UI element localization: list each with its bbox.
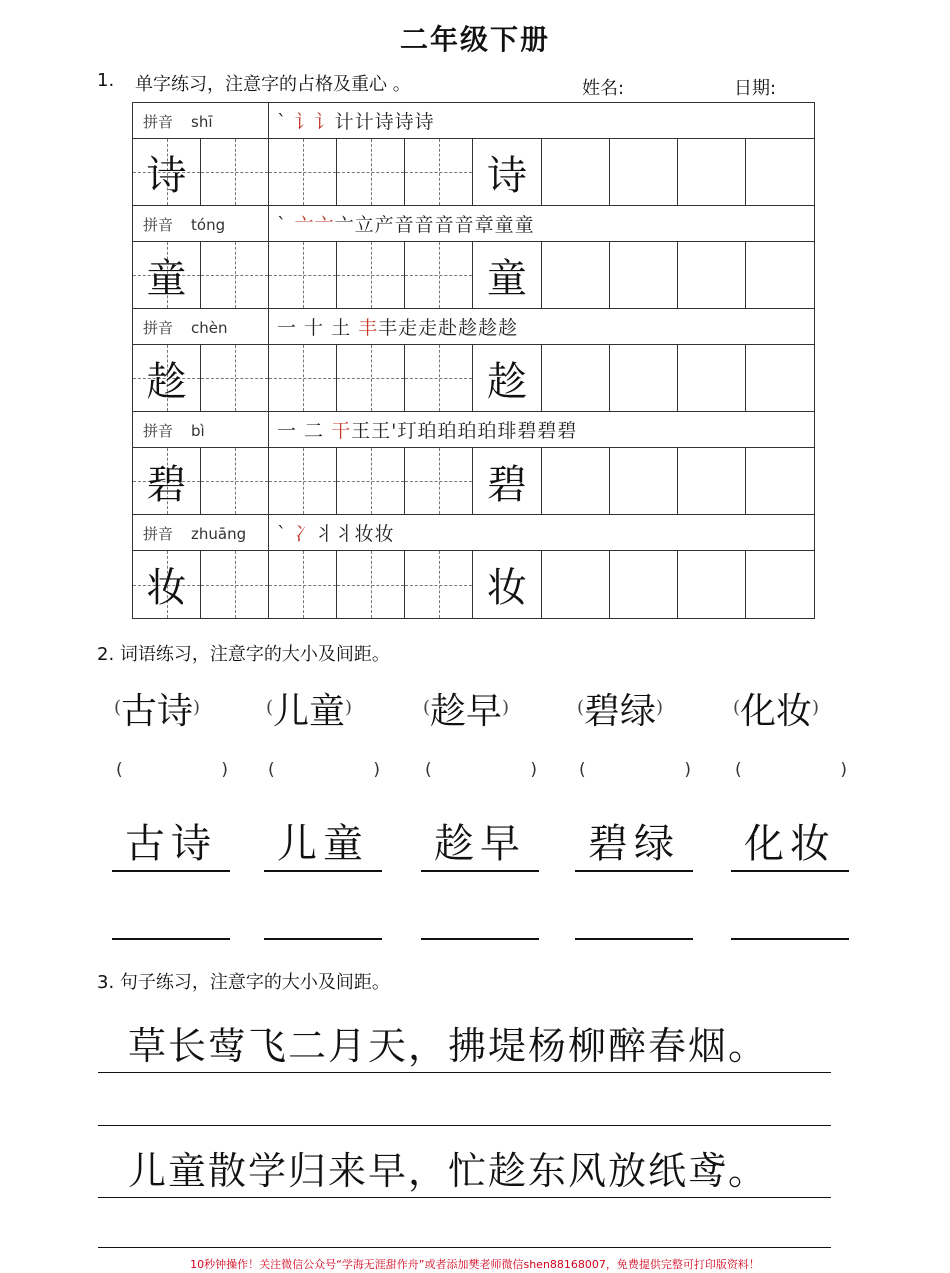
practice-cell[interactable] <box>542 448 610 514</box>
stroke-order <box>277 416 577 443</box>
sentence-blank-line-2 <box>98 1247 831 1248</box>
section1-number: 1. <box>97 70 115 91</box>
stroke-order-rest: 丬丬妆妆 <box>314 523 395 545</box>
pinyin-answer-word <box>733 683 819 734</box>
practice-cell[interactable] <box>405 242 473 308</box>
close-paren: ) <box>373 760 380 780</box>
stroke-order-rest: 王王'玎珀珀珀珀琲碧碧碧 <box>351 420 578 442</box>
practice-cell[interactable] <box>678 139 746 205</box>
practice-cell[interactable] <box>746 345 814 411</box>
model-character-cell <box>473 345 541 411</box>
stroke-order-start: 一 二 <box>277 420 332 442</box>
model-word: 儿童 <box>264 818 382 872</box>
open-paren: ( <box>579 760 586 780</box>
practice-cell[interactable] <box>269 242 337 308</box>
practice-cell[interactable] <box>201 242 269 308</box>
stroke-order <box>277 107 435 134</box>
close-paren: ) <box>684 760 691 780</box>
model-character-cell <box>133 551 201 618</box>
practice-cell[interactable] <box>337 139 405 205</box>
word-writing-line[interactable] <box>421 938 539 940</box>
character-row <box>133 345 814 412</box>
stroke-order-highlight: 亠亠 <box>294 214 335 236</box>
pinyin-row <box>133 206 814 242</box>
pinyin-blank[interactable] <box>735 760 847 780</box>
word-writing-line[interactable] <box>731 938 849 940</box>
practice-cell[interactable] <box>610 448 678 514</box>
practice-cell[interactable] <box>269 551 337 618</box>
pinyin-row <box>133 515 814 551</box>
practice-cell[interactable] <box>201 448 269 514</box>
pinyin-label <box>133 309 269 344</box>
practice-cell[interactable] <box>405 551 473 618</box>
pinyin-answer-word <box>577 683 663 734</box>
sentence-1: 草长莺飞二月天，拂堤杨柳醉春烟。 <box>98 1020 831 1073</box>
practice-cell[interactable] <box>746 242 814 308</box>
practice-cell[interactable] <box>746 551 814 618</box>
stroke-order <box>277 313 518 340</box>
open-paren: ( <box>114 697 122 718</box>
stroke-order-start: 一 十 土 <box>277 317 359 339</box>
stroke-order-highlight: 冫 <box>294 523 315 545</box>
practice-cell[interactable] <box>610 139 678 205</box>
open-paren: ( <box>266 697 274 718</box>
practice-cell[interactable] <box>405 448 473 514</box>
open-paren: ( <box>735 760 742 780</box>
pinyin-row <box>133 103 814 139</box>
stroke-order <box>277 519 395 546</box>
open-paren: ( <box>425 760 432 780</box>
practice-cell[interactable] <box>610 551 678 618</box>
close-paren: ) <box>502 697 510 718</box>
practice-cell[interactable] <box>269 448 337 514</box>
model-character: 趁 <box>146 358 187 405</box>
word-text: 化妆 <box>740 691 813 732</box>
open-paren: ( <box>423 697 431 718</box>
practice-cell[interactable] <box>746 448 814 514</box>
open-paren: ( <box>577 697 585 718</box>
section3-instruction: 3. 句子练习，注意字的大小及间距。 <box>97 972 390 993</box>
model-character-cell <box>133 448 201 514</box>
practice-cell[interactable] <box>542 139 610 205</box>
stroke-order-start: ` <box>277 214 295 236</box>
stroke-order <box>277 210 535 237</box>
sentence-2: 儿童散学归来早，忙趁东风放纸鸢。 <box>98 1145 831 1198</box>
pinyin-label <box>133 515 269 550</box>
practice-cell[interactable] <box>746 139 814 205</box>
close-paren: ) <box>221 760 228 780</box>
pinyin-prefix: 拼音 <box>143 525 174 543</box>
footer-note: 10秒钟操作！关注微信公众号“学海无涯甜作舟”或者添加樊老师微信shen88168007，免费提供完整可打印版资料！ <box>190 1258 760 1271</box>
practice-table <box>132 102 815 619</box>
model-word: 趁早 <box>421 818 539 872</box>
pinyin-prefix: 拼音 <box>143 216 174 234</box>
practice-cell[interactable] <box>337 448 405 514</box>
pinyin-label <box>133 103 269 138</box>
practice-cell[interactable] <box>678 345 746 411</box>
practice-cell[interactable] <box>405 345 473 411</box>
stroke-order-highlight: 丰 <box>358 317 379 339</box>
pinyin-row <box>133 412 814 448</box>
word-text: 趁早 <box>430 691 503 732</box>
pinyin-label <box>133 206 269 241</box>
model-character: 妆 <box>146 565 187 611</box>
close-paren: ) <box>840 760 847 780</box>
pinyin-row <box>133 309 814 345</box>
practice-cell[interactable] <box>678 242 746 308</box>
stroke-order-rest: 丰走走赴趁趁趁 <box>378 317 519 339</box>
model-character: 诗 <box>487 152 528 199</box>
practice-cell[interactable] <box>337 345 405 411</box>
sentence-blank-line-1 <box>98 1125 831 1126</box>
close-paren: ) <box>812 697 820 718</box>
model-character: 趁 <box>487 358 528 405</box>
close-paren: ) <box>345 697 353 718</box>
character-row <box>133 551 814 618</box>
pinyin-value: tóng <box>191 216 226 234</box>
model-character: 童 <box>146 255 187 302</box>
section1-instruction: 单字练习，注意字的占格及重心 。 <box>135 74 411 95</box>
practice-cell[interactable] <box>337 242 405 308</box>
stroke-order-start: ` <box>277 523 295 545</box>
character-row <box>133 448 814 515</box>
stroke-order-rest: 计计诗诗诗 <box>334 111 435 133</box>
pinyin-value: bì <box>191 422 205 440</box>
character-row <box>133 139 814 206</box>
pinyin-label <box>133 412 269 447</box>
word-text: 碧绿 <box>584 691 657 732</box>
practice-cell[interactable] <box>542 345 610 411</box>
stroke-order-highlight: 讠讠 <box>294 111 335 133</box>
model-character: 诗 <box>146 152 187 199</box>
practice-cell[interactable] <box>337 551 405 618</box>
model-word: 古诗 <box>112 818 230 872</box>
pinyin-value: shī <box>191 113 213 131</box>
pinyin-answer-word <box>266 683 352 734</box>
stroke-order-start: ` <box>277 111 295 133</box>
practice-cell[interactable] <box>405 139 473 205</box>
word-writing-line[interactable] <box>264 938 382 940</box>
model-character-cell <box>133 242 201 308</box>
practice-cell[interactable] <box>542 242 610 308</box>
model-word: 化妆 <box>731 818 849 872</box>
pinyin-value: chèn <box>191 319 228 337</box>
model-character: 碧 <box>146 461 187 508</box>
section2-instruction: 2. 词语练习，注意字的大小及间距。 <box>97 644 390 665</box>
pinyin-blank[interactable] <box>268 760 380 780</box>
stroke-order-highlight: 干 <box>331 420 352 442</box>
open-paren: ( <box>733 697 741 718</box>
pinyin-value: zhuāng <box>191 525 247 543</box>
practice-cell[interactable] <box>610 242 678 308</box>
pinyin-blank[interactable] <box>579 760 691 780</box>
model-character-cell <box>473 551 541 618</box>
stroke-order-rest: 亠立产音音音音章童童 <box>334 214 535 236</box>
model-character: 童 <box>487 255 528 302</box>
name-label: 姓名: <box>582 78 625 99</box>
open-paren: ( <box>116 760 123 780</box>
model-character-cell <box>473 448 541 514</box>
pinyin-prefix: 拼音 <box>143 422 174 440</box>
model-character: 妆 <box>487 565 528 611</box>
practice-cell[interactable] <box>678 448 746 514</box>
open-paren: ( <box>268 760 275 780</box>
character-row <box>133 242 814 309</box>
model-character-cell <box>133 345 201 411</box>
pinyin-blank[interactable] <box>116 760 228 780</box>
pinyin-prefix: 拼音 <box>143 113 174 131</box>
word-text: 儿童 <box>273 691 346 732</box>
pinyin-blank[interactable] <box>425 760 537 780</box>
model-word: 碧绿 <box>575 818 693 872</box>
pinyin-prefix: 拼音 <box>143 319 174 337</box>
practice-cell[interactable] <box>269 345 337 411</box>
close-paren: ) <box>656 697 664 718</box>
model-character-cell <box>133 139 201 205</box>
word-text: 古诗 <box>121 691 194 732</box>
practice-cell[interactable] <box>201 345 269 411</box>
word-writing-line[interactable] <box>112 938 230 940</box>
practice-cell[interactable] <box>201 139 269 205</box>
practice-cell[interactable] <box>542 551 610 618</box>
date-label: 日期: <box>734 78 777 99</box>
practice-cell[interactable] <box>610 345 678 411</box>
page-title: 二年级下册 <box>399 23 550 56</box>
practice-cell[interactable] <box>201 551 269 618</box>
practice-cell[interactable] <box>269 139 337 205</box>
model-character: 碧 <box>487 461 528 508</box>
model-character-cell <box>473 242 541 308</box>
word-writing-line[interactable] <box>575 938 693 940</box>
practice-cell[interactable] <box>678 551 746 618</box>
pinyin-answer-word <box>114 683 200 734</box>
close-paren: ) <box>530 760 537 780</box>
close-paren: ) <box>193 697 201 718</box>
model-character-cell <box>473 139 541 205</box>
pinyin-answer-word <box>423 683 509 734</box>
